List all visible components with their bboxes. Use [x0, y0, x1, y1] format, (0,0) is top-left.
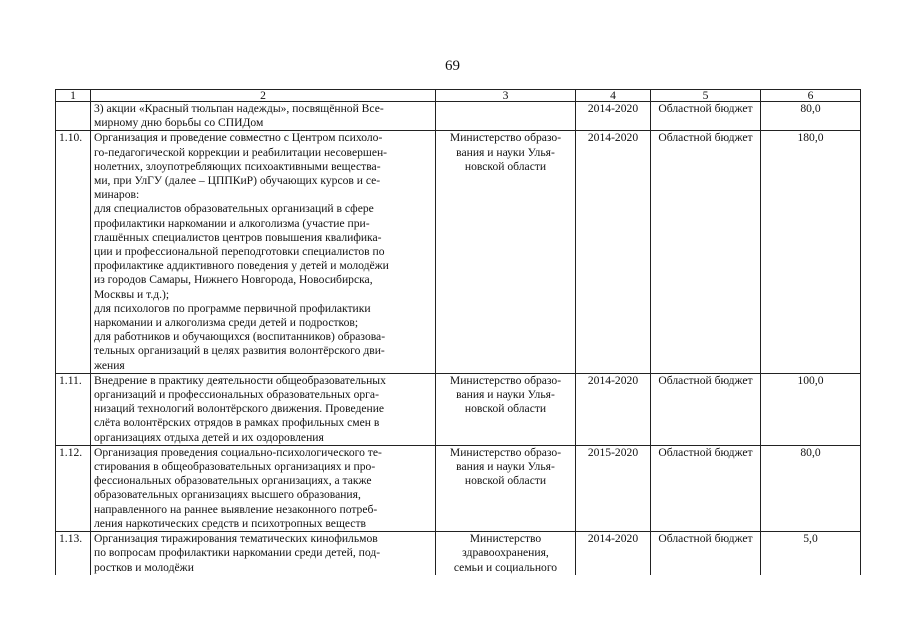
executor-line: новской области	[464, 402, 547, 416]
column-header: 2	[91, 90, 436, 102]
description-line: ми, при УлГУ (далее – ЦППКиР) обучающих курсов и се-	[94, 174, 381, 188]
executor-line: Министерство образо-	[449, 373, 562, 387]
executor-line: новской области	[464, 159, 547, 173]
executor-line: Министерство образо-	[449, 445, 562, 459]
description-line: 3) акции «Красный тюльпан надежды», посвящённой Все-	[94, 102, 384, 115]
row-executor	[436, 532, 576, 575]
description-line: организациях отдыха детей и их оздоровления	[94, 430, 324, 444]
description-line: образовательных организациях высшего образования,	[94, 488, 361, 502]
description-line: Организация тиражирования тематических кинофильмов	[94, 532, 378, 546]
row-number: 1.13.	[56, 532, 91, 575]
executor-line: Министерство	[469, 532, 542, 546]
description-line: го-педагогической коррекции и реабилитации несовершен-	[94, 145, 388, 159]
program-table	[55, 89, 861, 575]
description-line: тельных организаций в целях развития волонтёрского дви-	[94, 344, 385, 358]
row-amount: 5,0	[761, 532, 861, 575]
description-line: организаций и профессиональных образовательных орга-	[94, 388, 379, 402]
description-line: для работников и обучающихся (воспитанников) образова-	[94, 330, 386, 344]
executor-line: семьи и социального	[453, 560, 558, 574]
row-period: 2014-2020	[576, 131, 651, 373]
table-row	[56, 373, 861, 445]
row-funding-source: Областной бюджет	[651, 131, 761, 373]
row-executor	[436, 102, 576, 131]
description-line: для психологов по программе первичной профилактики	[94, 301, 371, 315]
description-line: из городов Самары, Нижнего Новгорода, Новосибирска,	[94, 273, 373, 287]
description-line: по вопросам профилактики наркомании среди детей, под-	[94, 546, 381, 560]
row-funding-source: Областной бюджет	[651, 373, 761, 445]
row-number: 1.12.	[56, 445, 91, 531]
row-amount: 180,0	[761, 131, 861, 373]
executor-line: вания и науки Улья-	[456, 145, 555, 159]
description-line: для специалистов образовательных организаций в сфере	[94, 202, 374, 216]
description-line: ления наркотических средств и психотропных веществ	[94, 516, 366, 530]
description-line: профилактики наркомании и алкоголизма (участие при-	[94, 216, 370, 230]
description-line: жения	[94, 358, 125, 372]
description-line: Москвы и т.д.);	[94, 287, 170, 301]
table-row	[56, 445, 861, 531]
description-line: Организация и проведение совместно с Центром психоло-	[94, 131, 383, 145]
column-header: 5	[651, 90, 761, 102]
row-period: 2014-2020	[576, 102, 651, 131]
column-header: 1	[56, 90, 91, 102]
row-number	[56, 102, 91, 131]
row-executor	[436, 373, 576, 445]
row-executor	[436, 131, 576, 373]
header-row	[56, 90, 861, 102]
row-period: 2014-2020	[576, 532, 651, 575]
executor-line: вания и науки Улья-	[456, 460, 555, 474]
description-line: направленного на раннее выявление незаконного потреб-	[94, 502, 378, 516]
description-line: ростков и молодёжи	[94, 560, 194, 574]
row-amount: 80,0	[761, 445, 861, 531]
row-funding-source: Областной бюджет	[651, 532, 761, 575]
description-line: глашённых специалистов центров повышения квалифика-	[94, 230, 382, 244]
description-line: стирования в общеобразовательных организациях и про-	[94, 460, 376, 474]
description-line: минаров:	[94, 188, 140, 202]
description-line: фессиональных образовательных организациях, а также	[94, 474, 372, 488]
row-funding-source: Областной бюджет	[651, 102, 761, 131]
column-header: 4	[576, 90, 651, 102]
column-header: 6	[761, 90, 861, 102]
table-row	[56, 102, 861, 131]
row-number: 1.11.	[56, 373, 91, 445]
executor-line: здравоохранения,	[462, 546, 549, 560]
row-description	[91, 532, 436, 575]
executor-line: вания и науки Улья-	[456, 388, 555, 402]
description-line: мирному дню борьбы со СПИДом	[94, 116, 264, 130]
row-description	[91, 445, 436, 531]
column-header: 3	[436, 90, 576, 102]
row-description	[91, 373, 436, 445]
row-amount: 100,0	[761, 373, 861, 445]
page-number: 69	[445, 58, 460, 74]
row-description	[91, 131, 436, 373]
executor-line: Министерство образо-	[449, 131, 562, 145]
row-period: 2015-2020	[576, 445, 651, 531]
description-line: ции и профессиональной переподготовки специалистов по	[94, 245, 385, 259]
description-line: Внедрение в практику деятельности общеобразовательных	[94, 373, 386, 387]
executor-line: новской области	[464, 474, 547, 488]
row-amount: 80,0	[761, 102, 861, 131]
row-number: 1.10.	[56, 131, 91, 373]
row-description	[91, 102, 436, 131]
row-period: 2014-2020	[576, 373, 651, 445]
description-line: Организация проведения социально-психологического те-	[94, 445, 382, 459]
description-line: наркомании и алкоголизма среди детей и подростков;	[94, 316, 359, 330]
table-row	[56, 131, 861, 373]
row-executor	[436, 445, 576, 531]
description-line: низаций технологий волонтёрского движения. Проведение	[94, 402, 385, 416]
table-row	[56, 532, 861, 575]
description-line: нолетних, злоупотребляющих психоактивными вещества-	[94, 159, 381, 173]
description-line: профилактике аддиктивного поведения у детей и молодёжи	[94, 259, 389, 273]
description-line: слёта волонтёрских отрядов в рамках профильных смен в	[94, 416, 380, 430]
row-funding-source: Областной бюджет	[651, 445, 761, 531]
